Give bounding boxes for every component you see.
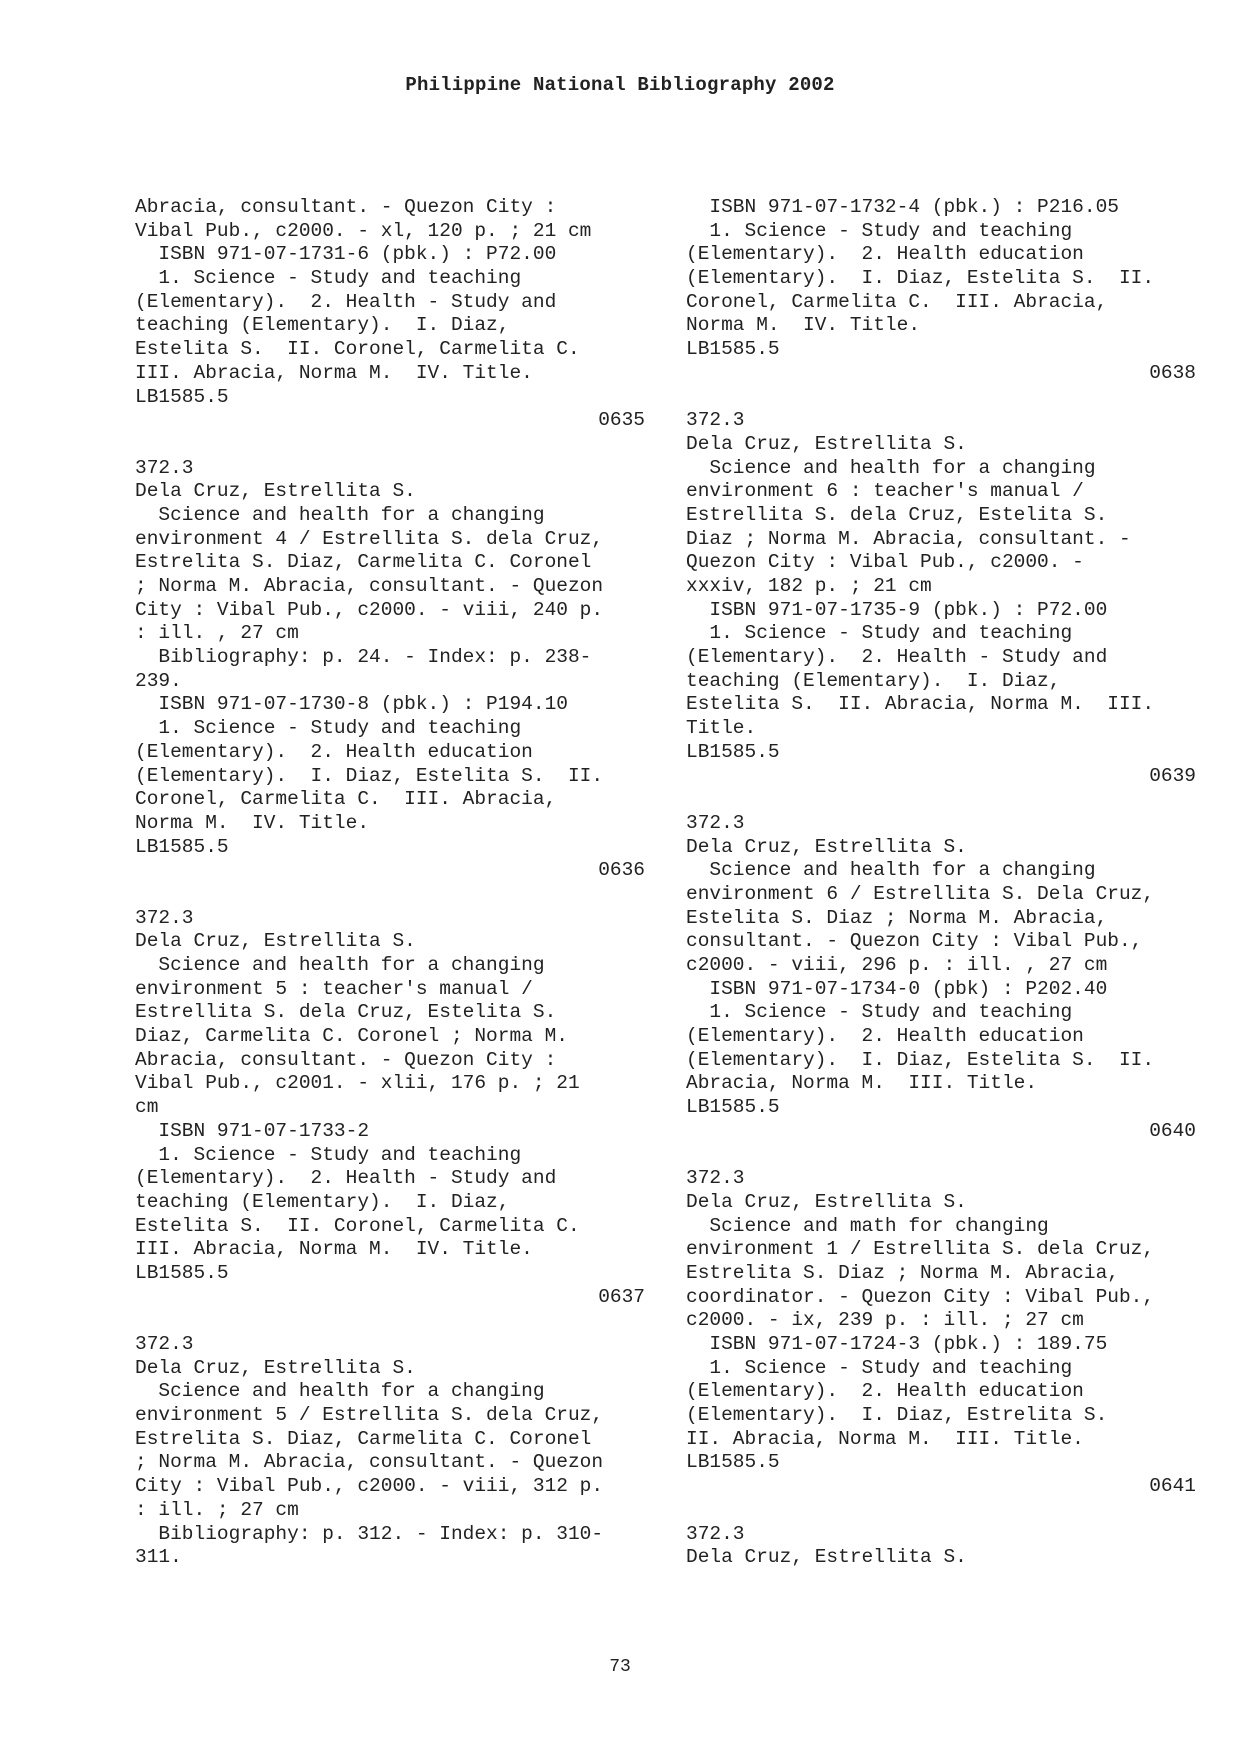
bibliography-line: teaching (Elementary). I. Diaz, [135,1190,510,1213]
bibliography-line: Science and health for a changing [686,456,1096,479]
bibliography-line: 372.3 [135,906,194,929]
bibliography-line: Estelita S. II. Abracia, Norma M. III. [686,693,1155,716]
bibliography-line: LB1585.5 [686,338,780,361]
bibliography-line: coordinator. - Quezon City : Vibal Pub., [686,1285,1155,1308]
entry-number: 0637 [598,1285,645,1308]
bibliography-line: Dela Cruz, Estrellita S. [135,480,416,503]
bibliography-line: teaching (Elementary). I. Diaz, [686,669,1061,692]
bibliography-line: (Elementary). I. Diaz, Estrelita S. [686,1404,1108,1427]
bibliography-line: 1. Science - Study and teaching [686,1001,1073,1024]
bibliography-line: LB1585.5 [686,1096,780,1119]
bibliography-line: Estelita S. II. Coronel, Carmelita C. [135,338,580,361]
bibliography-line [686,386,1196,410]
entry-number: 0636 [598,859,645,882]
bibliography-line: Science and health for a changing [135,503,545,526]
bibliography-line: c2000. - viii, 296 p. : ill. , 27 cm [686,954,1108,976]
bibliography-line: III. Abracia, Norma M. IV. Title. [135,1238,533,1261]
bibliography-line: Coronel, Carmelita C. III. Abracia, [686,290,1108,313]
bibliography-line: ISBN 971-07-1730-8 (pbk.) : P194.10 [135,693,568,716]
bibliography-line: c2000. - ix, 239 p. : ill. ; 27 cm [686,1309,1084,1332]
bibliography-line: 1. Science - Study and teaching [135,717,522,740]
bibliography-line: ISBN 971-07-1733-2 [135,1119,370,1142]
bibliography-line: (Elementary). 2. Health - Study and [135,290,557,313]
bibliography-line: Dela Cruz, Estrellita S. [135,1356,416,1379]
bibliography-line: 1. Science - Study and teaching [686,219,1073,242]
bibliography-line: (Elementary). 2. Health education [686,1380,1084,1403]
bibliography-line: Bibliography: p. 312. - Index: p. 310- [135,1522,604,1545]
bibliography-line: xxxiv, 182 p. ; 21 cm [686,575,932,597]
bibliography-line: : ill. , 27 cm [135,622,299,645]
bibliography-line: Bibliography: p. 24. - Index: p. 238- [135,646,592,669]
bibliography-line: 372.3 [686,409,745,432]
bibliography-line: cm [135,1096,159,1119]
bibliography-line [686,1144,1196,1168]
bibliography-line: Abracia, consultant. - Quezon City : [135,1048,557,1071]
bibliography-line: 372.3 [135,1333,194,1355]
bibliography-line: : ill. ; 27 cm [135,1498,299,1521]
bibliography-line: Vibal Pub., c2000. - xl, 120 p. ; 21 cm [135,219,592,242]
bibliography-line: 1. Science - Study and teaching [686,622,1073,645]
entry-number: 0635 [598,409,645,432]
bibliography-line: (Elementary). I. Diaz, Estelita S. II. [135,764,604,787]
bibliography-line: ISBN 971-07-1731-6 (pbk.) : P72.00 [135,243,557,266]
bibliography-line: LB1585.5 [686,1451,780,1474]
bibliography-line: Science and health for a changing [135,954,545,976]
bibliography-line: environment 5 / Estrellita S. dela Cruz, [135,1404,604,1427]
bibliography-line [135,433,645,457]
bibliography-line: II. Abracia, Norma M. III. Title. [686,1427,1084,1450]
bibliography-line: Dela Cruz, Estrellita S. [686,1190,967,1213]
bibliography-line: Estrellita S. dela Cruz, Estelita S. [135,1001,557,1024]
bibliography-line: 372.3 [686,1167,745,1190]
bibliography-line: 311. [135,1546,182,1569]
entry-number: 0641 [1149,1475,1196,1498]
bibliography-line: Estrelita S. Diaz ; Norma M. Abracia, [686,1261,1119,1284]
bibliography-line: Estelita S. II. Coronel, Carmelita C. [135,1214,580,1237]
bibliography-line: 372.3 [135,456,194,479]
bibliography-line [135,883,645,907]
bibliography-line: (Elementary). I. Diaz, Estelita S. II. [686,267,1155,290]
bibliography-line [686,1499,1196,1523]
bibliography-line: Title. [686,717,757,740]
bibliography-line: Abracia, Norma M. III. Title. [686,1072,1038,1095]
entry-number: 0639 [1149,764,1196,787]
bibliography-line: 372.3 [686,1522,745,1545]
bibliography-line: 1. Science - Study and teaching [135,267,522,290]
right-column [686,196,1196,1570]
bibliography-line: (Elementary). I. Diaz, Estelita S. II. [686,1048,1155,1071]
bibliography-line: City : Vibal Pub., c2000. - viii, 240 p. [135,598,604,621]
bibliography-line: Estrellita S. dela Cruz, Estelita S. [686,503,1108,526]
page-number: 73 [609,1657,631,1677]
bibliography-line: Dela Cruz, Estrellita S. [135,930,416,953]
bibliography-line: Vibal Pub., c2001. - xlii, 176 p. ; 21 [135,1072,580,1095]
bibliography-line: LB1585.5 [135,835,229,858]
bibliography-line: Coronel, Carmelita C. III. Abracia, [135,788,557,811]
left-column [135,196,645,1570]
bibliography-line: Dela Cruz, Estrellita S. [686,1546,967,1569]
bibliography-line: ISBN 971-07-1732-4 (pbk.) : P216.05 [686,196,1119,218]
bibliography-line: environment 1 / Estrellita S. dela Cruz, [686,1238,1155,1261]
bibliography-line: (Elementary). 2. Health - Study and [686,646,1108,669]
bibliography-line: 372.3 [686,811,745,834]
bibliography-line: 1. Science - Study and teaching [135,1143,522,1166]
bibliography-line: environment 4 / Estrellita S. dela Cruz, [135,527,604,550]
bibliography-line: Science and math for changing [686,1214,1049,1237]
bibliography-line: 239. [135,669,182,692]
bibliography-line: Norma M. IV. Title. [686,314,921,337]
bibliography-line: ISBN 971-07-1724-3 (pbk.) : 189.75 [686,1333,1108,1355]
bibliography-line: City : Vibal Pub., c2000. - viii, 312 p. [135,1475,604,1498]
bibliography-line: Estrelita S. Diaz, Carmelita C. Coronel [135,1427,592,1450]
bibliography-line: Dela Cruz, Estrellita S. [686,432,967,455]
bibliography-line: Diaz, Carmelita C. Coronel ; Norma M. [135,1025,568,1048]
bibliography-line: (Elementary). 2. Health education [135,740,533,763]
bibliography-line: Science and health for a changing [135,1380,545,1403]
bibliography-line: (Elementary). 2. Health - Study and [135,1167,557,1190]
bibliography-line: Estrelita S. Diaz, Carmelita C. Coronel [135,551,592,574]
bibliography-line: (Elementary). 2. Health education [686,1025,1084,1048]
bibliography-line: LB1585.5 [135,1261,229,1284]
bibliography-line: environment 6 / Estrellita S. Dela Cruz, [686,882,1155,905]
bibliography-line: teaching (Elementary). I. Diaz, [135,314,510,337]
entry-number: 0640 [1149,1119,1196,1142]
bibliography-line: ; Norma M. Abracia, consultant. - Quezon [135,575,604,597]
bibliography-line: (Elementary). 2. Health education [686,243,1084,266]
bibliography-line: Quezon City : Vibal Pub., c2000. - [686,551,1084,574]
bibliography-line: LB1585.5 [686,740,780,763]
bibliography-line: LB1585.5 [135,385,229,408]
bibliography-line: Dela Cruz, Estrellita S. [686,835,967,858]
entry-number: 0638 [1149,361,1196,384]
bibliography-line [135,1309,645,1333]
bibliography-line: environment 5 : teacher's manual / [135,977,533,1000]
bibliography-line: ; Norma M. Abracia, consultant. - Quezon [135,1451,604,1474]
bibliography-line: ISBN 971-07-1734-0 (pbk) : P202.40 [686,977,1108,1000]
bibliography-line [686,788,1196,812]
bibliography-line: consultant. - Quezon City : Vibal Pub., [686,930,1143,953]
page-title: Philippine National Bibliography 2002 [405,74,835,96]
bibliography-line: Norma M. IV. Title. [135,811,370,834]
bibliography-line: ISBN 971-07-1735-9 (pbk.) : P72.00 [686,598,1108,621]
bibliography-line: Diaz ; Norma M. Abracia, consultant. - [686,527,1131,550]
bibliography-line: III. Abracia, Norma M. IV. Title. [135,361,533,384]
bibliography-line: Abracia, consultant. - Quezon City : [135,196,557,218]
bibliography-line: Science and health for a changing [686,859,1096,882]
bibliography-line: Estelita S. Diaz ; Norma M. Abracia, [686,906,1108,929]
bibliography-line: 1. Science - Study and teaching [686,1356,1073,1379]
bibliography-line: environment 6 : teacher's manual / [686,480,1084,503]
